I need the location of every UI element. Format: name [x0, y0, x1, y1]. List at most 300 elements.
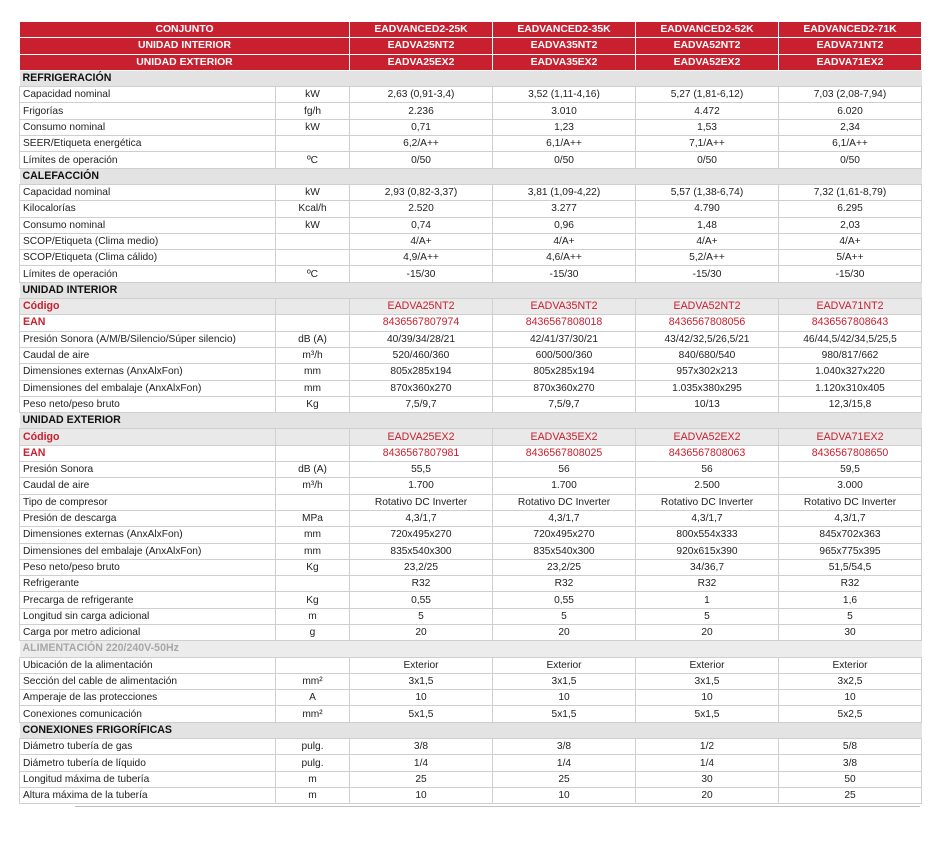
spec-row — [20, 152, 922, 168]
spec-value: 7,32 (1,61-8,79) — [779, 184, 922, 200]
spec-label: Consumo nominal — [20, 119, 276, 135]
spec-value: 7,03 (2,08-7,94) — [779, 87, 922, 103]
spec-label: Peso neto/peso bruto — [20, 559, 276, 575]
spec-value: 1.120x310x405 — [779, 380, 922, 396]
spec-value: Rotativo DC Inverter — [350, 494, 493, 510]
spec-label: Carga por metro adicional — [20, 624, 276, 640]
spec-value: 2,03 — [779, 217, 922, 233]
spec-unit — [276, 299, 350, 315]
spec-value: 1,23 — [493, 119, 636, 135]
spec-value: Exterior — [350, 657, 493, 673]
spec-unit: A — [276, 690, 350, 706]
spec-value: 720x495x270 — [493, 527, 636, 543]
spec-value: 600/500/360 — [493, 347, 636, 363]
spec-value: 1 — [636, 592, 779, 608]
spec-value: 3,81 (1,09-4,22) — [493, 184, 636, 200]
spec-value: 34/36,7 — [636, 559, 779, 575]
spec-row — [20, 201, 922, 217]
spec-value: 1/2 — [636, 739, 779, 755]
spec-value: 20 — [350, 624, 493, 640]
spec-row — [20, 624, 922, 640]
spec-label: Código — [20, 299, 276, 315]
spec-label: Ubicación de la alimentación — [20, 657, 276, 673]
spec-label: Altura máxima de la tubería — [20, 787, 276, 803]
spec-row — [20, 103, 922, 119]
spec-value: 8436567808063 — [636, 445, 779, 461]
spec-value: 6.020 — [779, 103, 922, 119]
spec-label: Refrigerante — [20, 576, 276, 592]
spec-value: 0,71 — [350, 119, 493, 135]
spec-label: Sección del cable de alimentación — [20, 673, 276, 689]
spec-label: EAN — [20, 445, 276, 461]
header-row — [20, 38, 922, 54]
spec-value: 30 — [779, 624, 922, 640]
spec-value: 0/50 — [779, 152, 922, 168]
spec-row — [20, 315, 922, 331]
spec-value: 7,5/9,7 — [493, 396, 636, 412]
spec-row — [20, 299, 922, 315]
spec-label: Diámetro tubería de gas — [20, 739, 276, 755]
spec-unit: ºC — [276, 152, 350, 168]
spec-unit: pulg. — [276, 755, 350, 771]
spec-value: -15/30 — [350, 266, 493, 282]
spec-unit — [276, 494, 350, 510]
spec-value: 6,1/A++ — [493, 136, 636, 152]
spec-value: -15/30 — [779, 266, 922, 282]
spec-value: 5x1,5 — [636, 706, 779, 722]
spec-value: Rotativo DC Inverter — [636, 494, 779, 510]
spec-value: EADVA35EX2 — [493, 429, 636, 445]
spec-value: 2.236 — [350, 103, 493, 119]
spec-label: Límites de operación — [20, 152, 276, 168]
spec-value: 4,3/1,7 — [779, 510, 922, 526]
spec-label: Límites de operación — [20, 266, 276, 282]
spec-row — [20, 608, 922, 624]
spec-label: Conexiones comunicación — [20, 706, 276, 722]
spec-value: 10 — [779, 690, 922, 706]
spec-value: EADVA71NT2 — [779, 299, 922, 315]
spec-value: 845x702x363 — [779, 527, 922, 543]
spec-value: 805x285x194 — [350, 364, 493, 380]
spec-value: 42/41/37/30/21 — [493, 331, 636, 347]
spec-row — [20, 755, 922, 771]
spec-row — [20, 136, 922, 152]
spec-value: 5x1,5 — [350, 706, 493, 722]
spec-unit — [276, 429, 350, 445]
spec-label: Presión Sonora — [20, 462, 276, 478]
spec-row — [20, 706, 922, 722]
section-header — [20, 282, 922, 298]
spec-label: Amperaje de las protecciones — [20, 690, 276, 706]
spec-label: Caudal de aire — [20, 478, 276, 494]
spec-label: Precarga de refrigerante — [20, 592, 276, 608]
spec-value: 0,55 — [350, 592, 493, 608]
spec-value: 5 — [779, 608, 922, 624]
spec-value: 10/13 — [636, 396, 779, 412]
spec-value: 870x360x270 — [493, 380, 636, 396]
spec-unit: Kcal/h — [276, 201, 350, 217]
header-model: EADVA25NT2 — [350, 38, 493, 54]
spec-label: Dimensiones externas (AnxAlxFon) — [20, 527, 276, 543]
spec-value: 40/39/34/28/21 — [350, 331, 493, 347]
spec-value: 5 — [636, 608, 779, 624]
spec-label: Capacidad nominal — [20, 87, 276, 103]
spec-value: 25 — [493, 771, 636, 787]
header-model: EADVANCED2-35K — [493, 22, 636, 38]
spec-row — [20, 543, 922, 559]
spec-value: 6,1/A++ — [779, 136, 922, 152]
spec-label: SCOP/Etiqueta (Clima medio) — [20, 233, 276, 249]
spec-unit: m — [276, 771, 350, 787]
spec-value: 8436567808650 — [779, 445, 922, 461]
section-title: CALEFACCIÓN — [20, 168, 922, 184]
spec-value: 4/A+ — [779, 233, 922, 249]
spec-value: 43/42/32,5/26,5/21 — [636, 331, 779, 347]
spec-value: 3x1,5 — [636, 673, 779, 689]
spec-unit — [276, 315, 350, 331]
section-title: CONEXIONES FRIGORÍFICAS — [20, 722, 922, 738]
spec-row — [20, 429, 922, 445]
spec-row — [20, 592, 922, 608]
spec-value: 835x540x300 — [493, 543, 636, 559]
spec-value: 720x495x270 — [350, 527, 493, 543]
header-label: UNIDAD INTERIOR — [20, 38, 350, 54]
spec-value: 51,5/54,5 — [779, 559, 922, 575]
section-header — [20, 722, 922, 738]
spec-row — [20, 527, 922, 543]
spec-value: EADVA52NT2 — [636, 299, 779, 315]
spec-unit: m — [276, 608, 350, 624]
spec-value: 4,3/1,7 — [636, 510, 779, 526]
spec-unit: g — [276, 624, 350, 640]
spec-label: Dimensiones del embalaje (AnxAlxFon) — [20, 380, 276, 396]
spec-label: Frigorías — [20, 103, 276, 119]
spec-value: Rotativo DC Inverter — [493, 494, 636, 510]
spec-value: R32 — [779, 576, 922, 592]
spec-row — [20, 657, 922, 673]
header-model: EADVA52EX2 — [636, 54, 779, 70]
spec-value: R32 — [493, 576, 636, 592]
spec-row — [20, 233, 922, 249]
spec-value: 8436567807981 — [350, 445, 493, 461]
spec-value: Exterior — [779, 657, 922, 673]
spec-unit: pulg. — [276, 739, 350, 755]
spec-value: 12,3/15,8 — [779, 396, 922, 412]
spec-value: 870x360x270 — [350, 380, 493, 396]
spec-value: EADVA35NT2 — [493, 299, 636, 315]
section-title: UNIDAD EXTERIOR — [20, 413, 922, 429]
spec-value: 5x1,5 — [493, 706, 636, 722]
spec-value: 8436567808643 — [779, 315, 922, 331]
spec-value: EADVA71EX2 — [779, 429, 922, 445]
spec-row — [20, 347, 922, 363]
spec-label: Presión Sonora (A/M/B/Silencio/Súper silencio) — [20, 331, 276, 347]
spec-value: 2.500 — [636, 478, 779, 494]
spec-value: 3.277 — [493, 201, 636, 217]
spec-value: 5,2/A++ — [636, 250, 779, 266]
spec-value: 3x1,5 — [493, 673, 636, 689]
spec-unit — [276, 136, 350, 152]
spec-value: 2,63 (0,91-3,4) — [350, 87, 493, 103]
spec-unit: mm — [276, 543, 350, 559]
spec-unit: MPa — [276, 510, 350, 526]
spec-value: 10 — [636, 690, 779, 706]
spec-row — [20, 331, 922, 347]
spec-row — [20, 217, 922, 233]
spec-label: Caudal de aire — [20, 347, 276, 363]
spec-value: -15/30 — [636, 266, 779, 282]
spec-unit: Kg — [276, 592, 350, 608]
spec-label: SEER/Etiqueta energética — [20, 136, 276, 152]
spec-value: 5 — [350, 608, 493, 624]
spec-row — [20, 673, 922, 689]
bottom-rule — [75, 806, 920, 807]
spec-value: 4.790 — [636, 201, 779, 217]
spec-value: 3.010 — [493, 103, 636, 119]
spec-value: 3.000 — [779, 478, 922, 494]
spec-row — [20, 494, 922, 510]
spec-value: 20 — [636, 787, 779, 803]
spec-value: 1/4 — [636, 755, 779, 771]
spec-row — [20, 510, 922, 526]
spec-value: Exterior — [636, 657, 779, 673]
spec-value: 5/A++ — [779, 250, 922, 266]
spec-value: 10 — [350, 690, 493, 706]
spec-unit: mm — [276, 527, 350, 543]
spec-row — [20, 364, 922, 380]
spec-value: 23,2/25 — [493, 559, 636, 575]
spec-value: 920x615x390 — [636, 543, 779, 559]
spec-value: 3/8 — [350, 739, 493, 755]
spec-unit: m — [276, 787, 350, 803]
spec-value: 20 — [493, 624, 636, 640]
spec-value: 4,3/1,7 — [493, 510, 636, 526]
spec-value: 840/680/540 — [636, 347, 779, 363]
spec-value: 3/8 — [493, 739, 636, 755]
spec-value: 10 — [493, 787, 636, 803]
spec-value: 5,57 (1,38-6,74) — [636, 184, 779, 200]
spec-row — [20, 250, 922, 266]
spec-value: 520/460/360 — [350, 347, 493, 363]
spec-value: R32 — [350, 576, 493, 592]
spec-value: 23,2/25 — [350, 559, 493, 575]
spec-value: 800x554x333 — [636, 527, 779, 543]
spec-value: 1/4 — [350, 755, 493, 771]
spec-value: 5,27 (1,81-6,12) — [636, 87, 779, 103]
spec-value: 0/50 — [350, 152, 493, 168]
spec-value: 0,96 — [493, 217, 636, 233]
spec-unit: Kg — [276, 396, 350, 412]
spec-value: 980/817/662 — [779, 347, 922, 363]
header-model: EADVA35EX2 — [493, 54, 636, 70]
section-header — [20, 641, 922, 657]
spec-value: 2,93 (0,82-3,37) — [350, 184, 493, 200]
spec-value: 805x285x194 — [493, 364, 636, 380]
header-model: EADVANCED2-25K — [350, 22, 493, 38]
spec-row — [20, 690, 922, 706]
spec-row — [20, 380, 922, 396]
header-model: EADVA25EX2 — [350, 54, 493, 70]
spec-row — [20, 396, 922, 412]
spec-value: EADVA25NT2 — [350, 299, 493, 315]
spec-value: -15/30 — [493, 266, 636, 282]
spec-table — [19, 21, 922, 804]
spec-row — [20, 445, 922, 461]
header-model: EADVA71NT2 — [779, 38, 922, 54]
spec-value: 7,1/A++ — [636, 136, 779, 152]
spec-label: Tipo de compresor — [20, 494, 276, 510]
spec-value: 1,6 — [779, 592, 922, 608]
spec-unit — [276, 250, 350, 266]
spec-value: 6.295 — [779, 201, 922, 217]
spec-row — [20, 119, 922, 135]
spec-value: Exterior — [493, 657, 636, 673]
spec-unit: mm — [276, 364, 350, 380]
spec-unit — [276, 576, 350, 592]
spec-value: 0,55 — [493, 592, 636, 608]
spec-value: 1.040x327x220 — [779, 364, 922, 380]
spec-row — [20, 576, 922, 592]
spec-label: Longitud máxima de tubería — [20, 771, 276, 787]
spec-label: Capacidad nominal — [20, 184, 276, 200]
spec-value: 1.700 — [350, 478, 493, 494]
spec-value: 957x302x213 — [636, 364, 779, 380]
spec-value: 4/A+ — [350, 233, 493, 249]
spec-value: EADVA52EX2 — [636, 429, 779, 445]
spec-value: 4/A+ — [636, 233, 779, 249]
spec-unit — [276, 445, 350, 461]
spec-value: 0/50 — [636, 152, 779, 168]
header-label: UNIDAD EXTERIOR — [20, 54, 350, 70]
spec-row — [20, 184, 922, 200]
spec-row — [20, 266, 922, 282]
header-model: EADVANCED2-52K — [636, 22, 779, 38]
spec-row — [20, 87, 922, 103]
spec-unit: kW — [276, 119, 350, 135]
section-title: ALIMENTACIÓN 220/240V-50Hz — [20, 641, 922, 657]
header-model: EADVA35NT2 — [493, 38, 636, 54]
spec-label: Consumo nominal — [20, 217, 276, 233]
spec-value: 8436567808056 — [636, 315, 779, 331]
section-header — [20, 413, 922, 429]
header-label: CONJUNTO — [20, 22, 350, 38]
spec-value: 55,5 — [350, 462, 493, 478]
spec-unit: mm — [276, 380, 350, 396]
spec-value: 8436567808025 — [493, 445, 636, 461]
spec-value: 6,2/A++ — [350, 136, 493, 152]
spec-unit: mm² — [276, 673, 350, 689]
header-model: EADVA52NT2 — [636, 38, 779, 54]
spec-value: 7,5/9,7 — [350, 396, 493, 412]
spec-value: 1.035x380x295 — [636, 380, 779, 396]
spec-value: 25 — [779, 787, 922, 803]
spec-label: Código — [20, 429, 276, 445]
section-title: REFRIGERACIÓN — [20, 70, 922, 86]
spec-unit: ºC — [276, 266, 350, 282]
spec-label: Kilocalorías — [20, 201, 276, 217]
spec-value: 835x540x300 — [350, 543, 493, 559]
spec-value: 1,53 — [636, 119, 779, 135]
spec-value: 10 — [350, 787, 493, 803]
spec-value: 4.472 — [636, 103, 779, 119]
spec-value: 46/44,5/42/34,5/25,5 — [779, 331, 922, 347]
spec-row — [20, 771, 922, 787]
spec-value: 8436567807974 — [350, 315, 493, 331]
spec-value: 3x1,5 — [350, 673, 493, 689]
spec-unit: kW — [276, 184, 350, 200]
spec-value: Rotativo DC Inverter — [779, 494, 922, 510]
spec-unit: dB (A) — [276, 462, 350, 478]
spec-label: Dimensiones del embalaje (AnxAlxFon) — [20, 543, 276, 559]
spec-value: EADVA25EX2 — [350, 429, 493, 445]
spec-value: 3,52 (1,11-4,16) — [493, 87, 636, 103]
spec-unit: kW — [276, 217, 350, 233]
header-row — [20, 22, 922, 38]
spec-label: Diámetro tubería de líquido — [20, 755, 276, 771]
spec-unit: dB (A) — [276, 331, 350, 347]
spec-label: Presión de descarga — [20, 510, 276, 526]
spec-row — [20, 478, 922, 494]
header-model: EADVA71EX2 — [779, 54, 922, 70]
spec-value: 56 — [493, 462, 636, 478]
spec-value: 56 — [636, 462, 779, 478]
spec-unit — [276, 233, 350, 249]
header-model: EADVANCED2-71K — [779, 22, 922, 38]
spec-row — [20, 787, 922, 803]
spec-value: 4,9/A++ — [350, 250, 493, 266]
spec-value: 50 — [779, 771, 922, 787]
spec-value: 1/4 — [493, 755, 636, 771]
spec-row — [20, 559, 922, 575]
spec-value: 3x2,5 — [779, 673, 922, 689]
spec-unit: mm² — [276, 706, 350, 722]
spec-value: 10 — [493, 690, 636, 706]
spec-label: Longitud sin carga adicional — [20, 608, 276, 624]
spec-label: Peso neto/peso bruto — [20, 396, 276, 412]
spec-value: 3/8 — [779, 755, 922, 771]
spec-value: 0/50 — [493, 152, 636, 168]
spec-value: 8436567808018 — [493, 315, 636, 331]
spec-value: 30 — [636, 771, 779, 787]
header-row — [20, 54, 922, 70]
spec-value: 5/8 — [779, 739, 922, 755]
spec-table-body — [20, 22, 922, 804]
spec-value: 5 — [493, 608, 636, 624]
spec-value: 4/A+ — [493, 233, 636, 249]
spec-unit: Kg — [276, 559, 350, 575]
spec-unit: fg/h — [276, 103, 350, 119]
spec-unit — [276, 657, 350, 673]
spec-value: 5x2,5 — [779, 706, 922, 722]
section-header — [20, 168, 922, 184]
spec-value: R32 — [636, 576, 779, 592]
section-title: UNIDAD INTERIOR — [20, 282, 922, 298]
spec-row — [20, 739, 922, 755]
spec-unit: m³/h — [276, 347, 350, 363]
spec-label: EAN — [20, 315, 276, 331]
spec-value: 2.520 — [350, 201, 493, 217]
section-header — [20, 70, 922, 86]
spec-value: 2,34 — [779, 119, 922, 135]
spec-label: Dimensiones externas (AnxAlxFon) — [20, 364, 276, 380]
spec-value: 59,5 — [779, 462, 922, 478]
spec-row — [20, 462, 922, 478]
spec-value: 25 — [350, 771, 493, 787]
spec-value: 20 — [636, 624, 779, 640]
spec-value: 4,6/A++ — [493, 250, 636, 266]
spec-value: 1,48 — [636, 217, 779, 233]
spec-value: 1.700 — [493, 478, 636, 494]
